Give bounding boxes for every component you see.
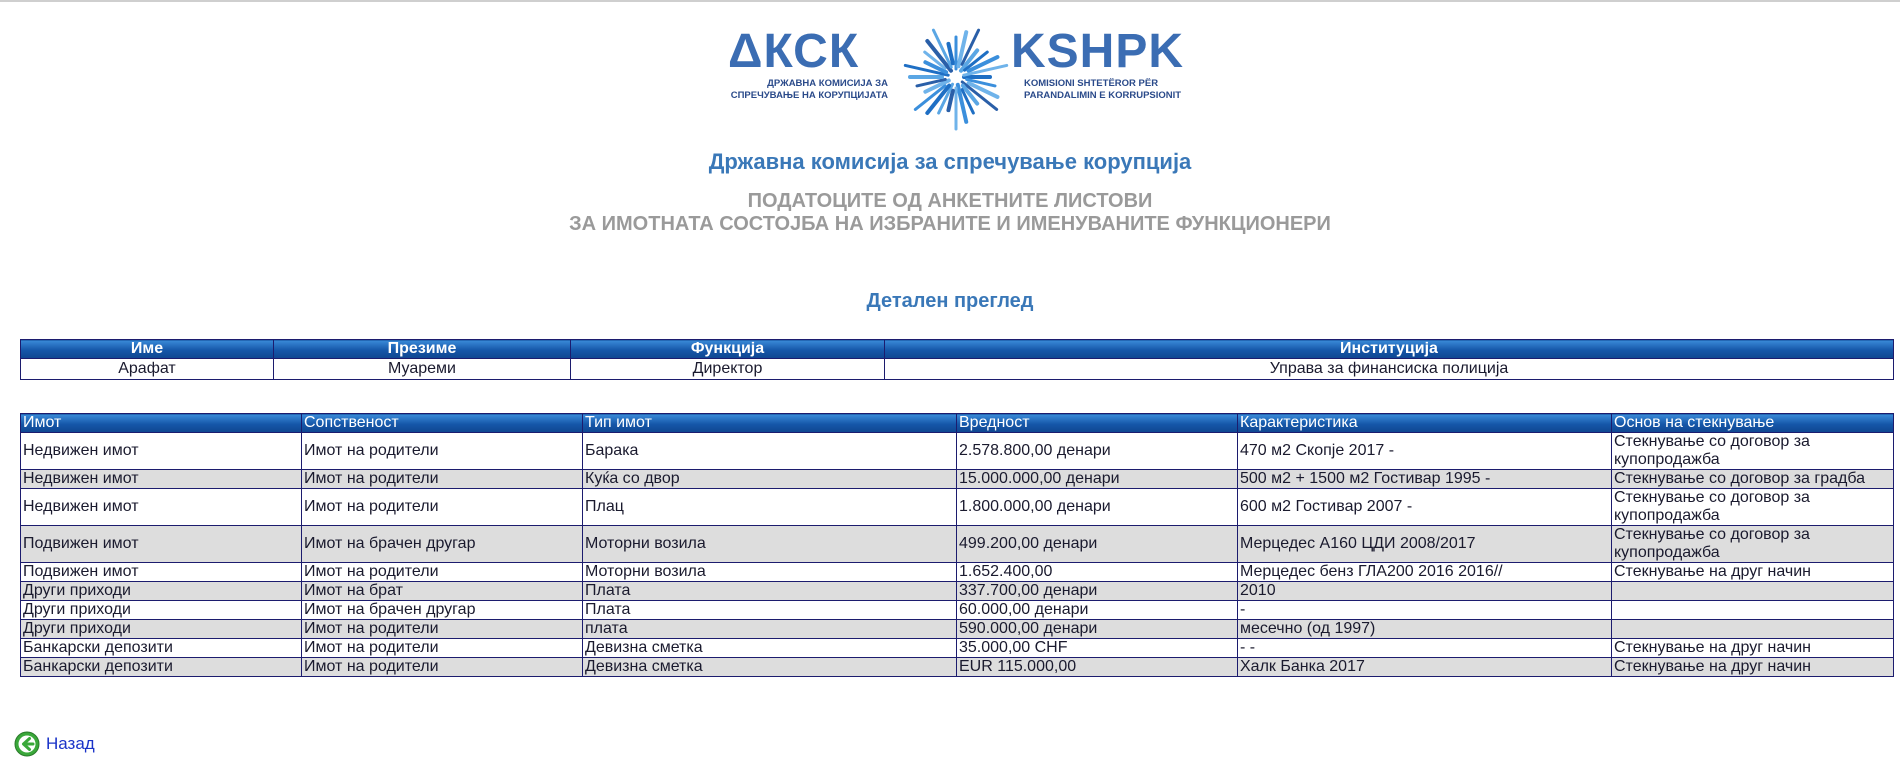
cell-ownership: Имот на родители <box>302 620 583 639</box>
cell-property: Недвижен имот <box>21 433 302 470</box>
cell-property-type: Плата <box>583 582 957 601</box>
back-arrow-icon <box>14 731 40 757</box>
official-info-table <box>20 339 1894 380</box>
back-link[interactable] <box>14 732 95 756</box>
section-title: Детален преглед <box>866 290 1034 312</box>
cell-acquisition-basis: Стекнување со договор за купопродажба <box>1612 489 1894 526</box>
cell-acquisition-basis: Стекнување со договор за купопродажба <box>1612 526 1894 563</box>
cell-value: 499.200,00 денари <box>957 526 1238 563</box>
header-name: Име <box>21 340 274 359</box>
cell-acquisition-basis <box>1612 582 1894 601</box>
official-institution: Управа за финансиска полиција <box>885 359 1894 380</box>
cell-property: Недвижен имот <box>21 470 302 489</box>
cell-ownership: Имот на родители <box>302 489 583 526</box>
cell-property-type: Куќа со двор <box>583 470 957 489</box>
header-property-type: Тип имот <box>583 414 957 433</box>
cell-property-type: Моторни возила <box>583 526 957 563</box>
cell-value: EUR 115.000,00 <box>957 658 1238 677</box>
cell-ownership: Имот на родители <box>302 433 583 470</box>
cell-characteristic: 600 м2 Гостивар 2007 - <box>1238 489 1612 526</box>
cell-property-type: плата <box>583 620 957 639</box>
cell-property-type: Моторни возила <box>583 563 957 582</box>
logo-left-sub-line2: СПРЕЧУВАЊЕ НА КОРУПЦИЈАТА <box>730 90 888 101</box>
logo-right-subtitle <box>1024 78 1184 102</box>
cell-property: Други приходи <box>21 601 302 620</box>
cell-acquisition-basis: Стекнување на друг начин <box>1612 563 1894 582</box>
header-characteristic: Карактеристика <box>1238 414 1612 433</box>
cell-value: 337.700,00 денари <box>957 582 1238 601</box>
cell-acquisition-basis: Стекнување со договор за градба <box>1612 470 1894 489</box>
org-title: Државна комисија за спречување корупција <box>708 149 1192 174</box>
assets-table <box>20 413 1894 677</box>
cell-property: Недвижен имот <box>21 489 302 526</box>
cell-value: 15.000.000,00 денари <box>957 470 1238 489</box>
subtitle-line-2: ЗА ИМОТНАТА СОСТОЈБА НА ИЗБРАНИТЕ И ИМЕНУВАНИТЕ ФУНКЦИОНЕРИ <box>569 213 1331 235</box>
header-function: Функција <box>571 340 885 359</box>
cell-value: 2.578.800,00 денари <box>957 433 1238 470</box>
cell-characteristic: 470 м2 Скопје 2017 - <box>1238 433 1612 470</box>
table-row <box>21 582 1894 601</box>
header-ownership: Сопственост <box>302 414 583 433</box>
cell-characteristic: Халк Банка 2017 <box>1238 658 1612 677</box>
header-surname: Презиме <box>274 340 571 359</box>
logo-left-text: ΔКСК <box>728 25 860 78</box>
cell-acquisition-basis: Стекнување на друг начин <box>1612 658 1894 677</box>
cell-property: Банкарски депозити <box>21 658 302 677</box>
table-row <box>21 489 1894 526</box>
official-function: Директор <box>571 359 885 380</box>
cell-property: Банкарски депозити <box>21 639 302 658</box>
cell-property: Други приходи <box>21 620 302 639</box>
logo-right-sub-line2: PARANDALIMIN E KORRUPSIONIT <box>1024 90 1182 101</box>
cell-property-type: Девизна сметка <box>583 639 957 658</box>
cell-acquisition-basis <box>1612 620 1894 639</box>
logo <box>728 18 1184 136</box>
cell-characteristic: 2010 <box>1238 582 1612 601</box>
cell-ownership: Имот на брат <box>302 582 583 601</box>
official-name: Арафат <box>21 359 274 380</box>
cell-characteristic: Мерцедес А160 ЦДИ 2008/2017 <box>1238 526 1612 563</box>
table-row <box>21 601 1894 620</box>
cell-ownership: Имот на родители <box>302 658 583 677</box>
cell-characteristic: - <box>1238 601 1612 620</box>
cell-property-type: Девизна сметка <box>583 658 957 677</box>
header-property: Имот <box>21 414 302 433</box>
sunburst-icon <box>900 18 1012 136</box>
cell-value: 1.800.000,00 денари <box>957 489 1238 526</box>
cell-ownership: Имот на брачен другар <box>302 526 583 563</box>
table-row <box>21 658 1894 677</box>
subtitle-line-1: ПОДАТОЦИТЕ ОД АНКЕТНИТЕ ЛИСТОВИ <box>747 190 1153 212</box>
logo-left-sub-line1: ДРЖАВНА КОМИСИЈА ЗА <box>767 78 888 89</box>
cell-property-type: Плата <box>583 601 957 620</box>
cell-ownership: Имот на родители <box>302 639 583 658</box>
header-institution: Институција <box>885 340 1894 359</box>
cell-acquisition-basis: Стекнување со договор за купопродажба <box>1612 433 1894 470</box>
table-row <box>21 526 1894 563</box>
header-value: Вредност <box>957 414 1238 433</box>
logo-left-subtitle <box>728 78 888 102</box>
cell-characteristic: Мерцедес бенз ГЛА200 2016 2016// <box>1238 563 1612 582</box>
cell-value: 35.000,00 CHF <box>957 639 1238 658</box>
cell-ownership: Имот на брачен другар <box>302 601 583 620</box>
official-surname: Муареми <box>274 359 571 380</box>
cell-property: Други приходи <box>21 582 302 601</box>
cell-property: Подвижен имот <box>21 563 302 582</box>
cell-characteristic: 500 м2 + 1500 м2 Гостивар 1995 - <box>1238 470 1612 489</box>
cell-value: 60.000,00 денари <box>957 601 1238 620</box>
cell-property-type: Плац <box>583 489 957 526</box>
cell-acquisition-basis: Стекнување на друг начин <box>1612 639 1894 658</box>
table-row <box>21 433 1894 470</box>
cell-value: 1.652.400,00 <box>957 563 1238 582</box>
header-acquisition-basis: Основ на стекнување <box>1612 414 1894 433</box>
table-row <box>21 620 1894 639</box>
assets-header-row <box>21 414 1894 433</box>
cell-characteristic: месечно (од 1997) <box>1238 620 1612 639</box>
official-header-row <box>21 340 1894 359</box>
logo-right-text: KSHPK <box>1010 25 1184 78</box>
logo-right-sub-line1: KOMISIONI SHTETËROR PËR <box>1024 78 1159 89</box>
table-row <box>21 563 1894 582</box>
cell-characteristic: - - <box>1238 639 1612 658</box>
cell-ownership: Имот на родители <box>302 563 583 582</box>
cell-value: 590.000,00 денари <box>957 620 1238 639</box>
back-label[interactable]: Назад <box>46 734 95 753</box>
table-row <box>21 639 1894 658</box>
table-row <box>21 470 1894 489</box>
cell-acquisition-basis <box>1612 601 1894 620</box>
cell-ownership: Имот на родители <box>302 470 583 489</box>
cell-property: Подвижен имот <box>21 526 302 563</box>
cell-property-type: Барака <box>583 433 957 470</box>
official-data-row <box>21 359 1894 380</box>
